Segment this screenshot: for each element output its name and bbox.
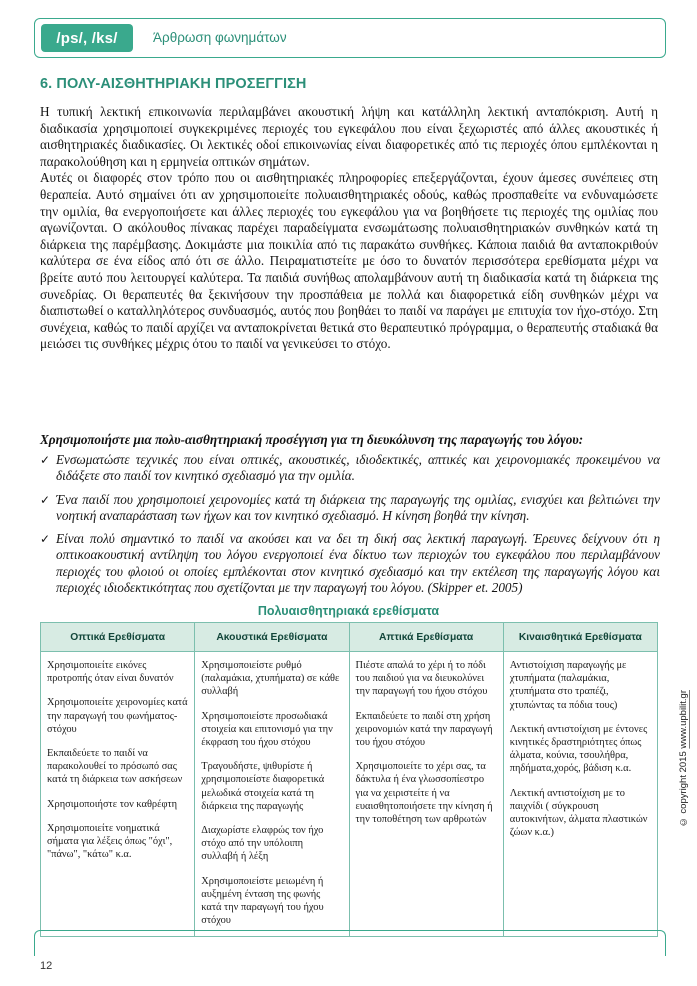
checklist	[40, 452, 660, 603]
check-icon: ✓	[40, 532, 51, 547]
list-item-text: Ενσωματώστε τεχνικές που είναι οπτικές, ακουστικές, ιδιοδεκτικές, απτικές και χειρονομιακές προκειμένου να διδάξετε στο παιδί τον κινητικό σχεδιασμό για την ομιλία.	[56, 452, 660, 484]
cell-paragraph: Χρησιμοποιείτε εικόνες προτροπής όταν είναι δυνατόν	[47, 660, 174, 685]
column-header-tactile: Απτικά Ερεθίσματα	[349, 623, 503, 652]
section-title: 6. ΠΟΛΥ-ΑΙΣΘΗΤΗΡΙΑΚΗ ΠΡΟΣΕΓΓΙΣΗ	[40, 76, 307, 92]
cell-paragraph: Λεκτική αντιστοίχιση με έντονες κινητικές δραστηριότητες όπως άλματα, κούνια, τσουλήθρα, πηδήματα,χορός, βάδιση κ.α.	[509, 723, 648, 775]
cell-visual	[41, 652, 195, 937]
cell-paragraph: Χρησιμοποιείτε νοηματικά σήματα για λέξεις όπως "όχι", "πάνω", "κάτω" κ.α.	[47, 822, 173, 861]
list-item	[40, 531, 660, 596]
paragraph-1: Η τυπική λεκτική επικοινωνία περιλαμβάνει ακουστική λήψη και κατάλληλη λεκτική ανταπόκριση. Αυτή η διαδικασία χρησιμοποιεί συγκεκριμένες περιοχές του εγκεφάλου που είναι ξεχωριστές από άλλες ακουστικές ή αισθητηριακές διαδικασίες. Οι λεκτικές οδοί επικοινωνίας είναι διαφορετικές από τις περιοχές όπου εμπλέκονται η παρακολούθηση και η ερμηνεία οπτικών σημάτων.	[40, 104, 658, 169]
table-header-row	[41, 623, 658, 652]
cell-kinesthetic	[503, 652, 657, 937]
column-header-auditory: Ακουστικά Ερεθίσματα	[195, 623, 349, 652]
cell-paragraph: Χρησιμοποιείτε το χέρι σας, τα δάκτυλα ή ένα γλωσσοπίεστρο για να χειριστείτε ή να ευαισθητοποιήσετε την κίνηση ή την τοποθέτηση των αρθρωτών	[355, 761, 493, 826]
cell-tactile	[349, 652, 503, 937]
list-item-text: Είναι πολύ σημαντικό το παιδί να ακούσει και να δει τη δική σας λεκτική παραγωγή. Έρευνες δείχνουν ότι η οπτικοακουστική αντίληψη του λόγου ενεργοποιεί ένα δίκτυο των περιοχών του εγκεφάλου που περιλαμβάνουν περιοχές του φλοιού οι οποίες εμπλέκονται στον κινητικό σχεδιασμό και την εκτέλεση της παραγωγής λόγου και περιοχές ιδιοδεκτικότητας που σχετίζονται με την παραγωγή του λόγου. (Skipper et. 2005)	[56, 531, 660, 596]
cell-paragraph: Χρησιμοποιείτε χειρονομίες κατά την παραγωγή του φωνήματος-στόχου	[47, 697, 188, 735]
table-row	[41, 652, 658, 937]
page-number: 12	[40, 960, 53, 972]
copyright-text: © copyright 2015	[678, 748, 689, 828]
column-header-kinesthetic: Κιναισθητικά Ερεθίσματα	[503, 623, 657, 652]
lead-in-text: Χρησιμοποιήστε μια πολυ-αισθητηριακή προσέγγιση για τη διευκόλυνση της παραγωγής του λόγου:	[40, 432, 584, 447]
cell-paragraph: Εκπαιδεύετε το παιδί στη χρήση χειρονομιών κατά την παραγωγή του ήχου στόχου	[355, 710, 493, 749]
table-caption: Πολυαισθητηριακά ερεθίσματα	[257, 604, 440, 618]
list-item	[40, 492, 660, 525]
header-bar	[34, 18, 666, 58]
cell-paragraph: Πιέστε απαλά το χέρι ή το πόδι του παιδιού για να διευκολύνει την παραγωγή του ήχου στόχου	[355, 660, 488, 698]
cell-paragraph: Εκπαιδεύετε το παιδί να παρακολουθεί το πρόσωπό σας κατά τη διάρκεια των ασκήσεων	[47, 748, 183, 786]
list-item	[40, 452, 660, 485]
copyright-link[interactable]: www.upbilit.gr	[678, 690, 689, 749]
stimuli-table	[40, 622, 658, 937]
check-icon: ✓	[40, 453, 51, 467]
cell-paragraph: Χρησιμοποιείστε προσωδιακά στοιχεία και επιτονισμό για την έκφραση του ήχου στόχου	[201, 710, 333, 749]
cell-paragraph: Λεκτική αντιστοίχιση με το παιχνίδι ( σύγκρουση αυτοκινήτων, άλματα πλαστικών ζώων κ.α.)	[509, 787, 648, 839]
cell-paragraph: Τραγουδήστε, ψιθυρίστε ή χρησιμοποιείστε διαφορετικά μελωδικά στοιχεία κατά τη διάρκεια της παραγωγής	[201, 761, 325, 812]
column-header-visual: Οπτικά Ερεθίσματα	[41, 623, 195, 652]
paragraph-2: Αυτές οι διαφορές στον τρόπο που οι αισθητηριακές πληροφορίες επεξεργάζονται, έχουν άμεσες συνέπειες στη θεραπεία. Αυτό σημαίνει ότι αν χρησιμοποιείτε πολυαισθητηριακές οδούς, καθώς προσπαθείτε να ενδυναμώσετε την ομιλία, θα ενεργοποιήσετε και άλλες περιοχές του εγκεφάλου για να βοηθήσετε τις περιοχές της ομιλίας που αγωνίζονται. Ο ακόλουθος πίνακας παρέχει παραδείγματα ενσωμάτωσης πολυαισθητηριακών συνθηκών κατά τη διάρκεια της παρέμβασης. Δοκιμάστε μια ποικιλία από τις παρακάτω συνθήκες. Κάποια παιδιά θα ανταποκριθούν καλύτερα σε ένα είδος από ότι σε άλλο. Πειραματιστείτε με όσο το δυνατόν περισσότερα ερεθίσματα μέχρι να βρείτε αυτό που λειτουργεί καλύτερα. Τα παιδιά συνήθως απολαμβάνουν αυτή τη διαδικασία κατά τη διάρκεια της συνεδρίας. Οι θεραπευτές θα ξεκινήσουν την προσπάθεια με πολλά και διαφορετικά είδη συνθηκών μέχρι να διαπιστωθεί ο καταλληλότερος συνδυασμός, αυτός που βοηθάει το παιδί να παράγει με επιτυχία τον ήχο-στόχο. Στη συνέχεια, καθώς το παιδί αρχίζει να ανταποκρίνεται θετικά στο θεραπευτικό πρόγραμμα, ο θεραπευτής σταδιακά θα μειώσει τις συνθήκες μέχρις ότου το παιδί να γενικεύσει το στόχο.	[40, 170, 658, 352]
cell-paragraph: Αντιστοίχιση παραγωγής με χτυπήματα (παλαμάκια, χτυπήματα στο τραπέζι, χτυπώντας τα πόδια τους)	[509, 660, 627, 711]
phoneme-badge: /ps/, /ks/	[41, 24, 133, 52]
cell-paragraph: Διαχωρίστε ελαφρώς τον ήχο στόχο από την υπόλοιπη συλλαβή ή λέξη	[201, 825, 324, 863]
list-item-text: Ένα παιδί που χρησιμοποιεί χειρονομίες κατά τη διάρκεια της παραγωγής της ομιλίας, ενισχύει και βελτιώνει την νοητική αναπαράσταση των ήχων και τον κινητικό σχεδιασμό. Η κίνηση βοηθά την κίνηση.	[56, 491, 660, 523]
cell-paragraph: Χρησιμοποιείστε ρυθμό (παλαμάκια, χτυπήματα) σε κάθε συλλαβή	[201, 660, 340, 698]
footer-bar	[34, 930, 666, 956]
header-title: Άρθρωση φωνημάτων	[153, 30, 287, 45]
cell-paragraph: Χρησιμοποιήστε τον καθρέφτη	[47, 798, 178, 810]
body-text	[40, 104, 658, 353]
copyright-notice	[678, 690, 689, 827]
cell-auditory	[195, 652, 349, 937]
check-icon: ✓	[40, 492, 51, 507]
cell-paragraph: Χρησιμοποιείστε μειωμένη ή αυξημένη ένταση της φωνής κατά την παραγωγή του ήχου στόχου	[201, 875, 324, 927]
